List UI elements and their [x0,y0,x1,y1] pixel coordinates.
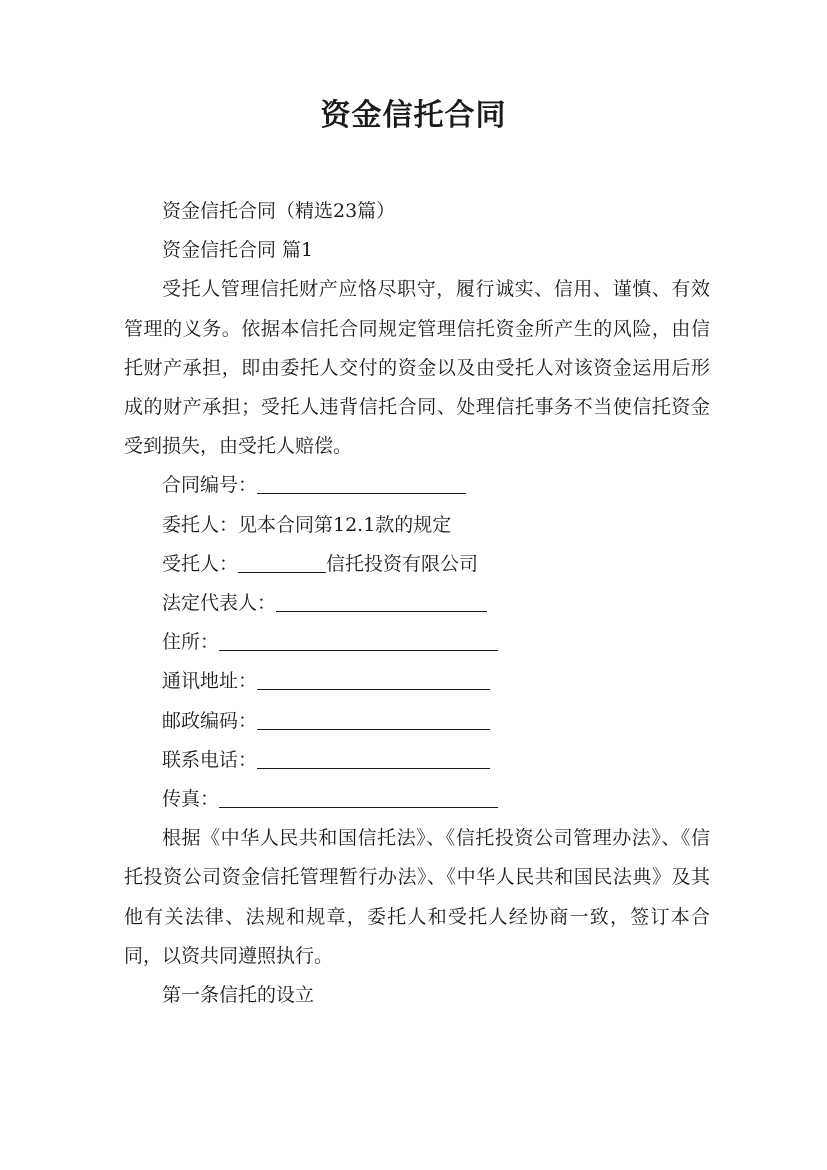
trustee-label: 受托人： [162,552,239,575]
contract-number-field [124,466,710,505]
mailing-address-blank [257,669,490,690]
contract-number-blank [257,473,466,494]
fax-label: 传真： [162,788,220,811]
postal-code-field [124,702,710,741]
document-title: 资金信托合同 [320,98,507,133]
trustee-field [124,545,710,584]
contract-number-label: 合同编号： [162,474,258,497]
legal-representative-field [124,584,710,623]
address-field [124,623,710,662]
postal-code-label: 邮政编码： [162,709,258,732]
intro-paragraph: 受托人管理信托财产应恪尽职守，履行诚实、信用、谨慎、有效管理的义务。依据本信托合同规定管理信托资金所产生的风险，由信托财产承担，即由委托人交付的资金以及由受托人对该资金运用后形成的财产承担；受托人违背信托合同、处理信托事务不当使信托资金受到损失，由受托人赔偿。 [124,278,710,458]
section-heading: 资金信托合同 篇1 [162,239,314,262]
mailing-address-field [124,662,710,701]
trustee-blank [238,552,326,573]
trustee-suffix: 信托投资有限公司 [326,552,479,575]
article-one-heading: 第一条信托的设立 [162,984,315,1007]
legal-representative-label: 法定代表人： [162,592,277,615]
fax-field [124,780,710,819]
document-subtitle: 资金信托合同（精选23篇） [162,200,396,222]
mailing-address-label: 通讯地址： [162,670,258,693]
phone-field [124,741,710,780]
document-body [124,192,710,1015]
address-label: 住所： [162,631,220,654]
phone-blank [257,748,490,769]
address-blank [219,630,498,651]
fax-blank [219,787,498,808]
legal-representative-blank [276,591,487,612]
postal-code-blank [257,709,490,730]
basis-paragraph: 根据《中华人民共和国信托法》、《信托投资公司管理办法》、《信托投资公司资金信托管理暂行办法》、《中华人民共和国民法典》及其他有关法律、法规和规章，委托人和受托人经协商一致，签订本合同，以资共同遵照执行。 [124,827,710,967]
phone-label: 联系电话： [162,748,258,771]
trustor-line: 委托人：见本合同第12.1款的规定 [162,513,452,536]
